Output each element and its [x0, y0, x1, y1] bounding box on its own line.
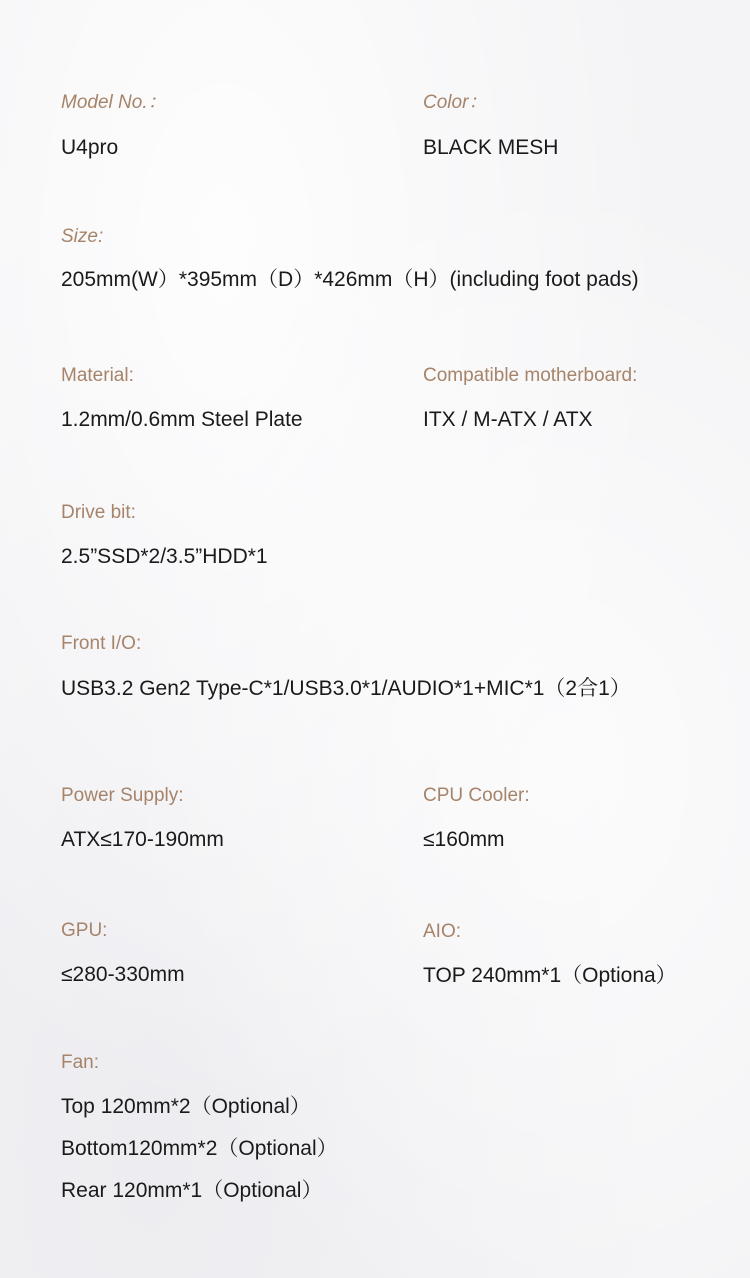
model-number-label: Model No.： — [61, 92, 167, 113]
size-label: Size: — [61, 226, 104, 247]
size-value: 205mm(W）*395mm（D）*426mm（H）(including foot pads) — [61, 268, 639, 291]
fan-label: Fan: — [61, 1052, 100, 1073]
power-supply-label: Power Supply: — [61, 785, 184, 806]
color-value: BLACK MESH — [423, 136, 559, 159]
color-label: Color： — [423, 92, 488, 113]
front-io-value: USB3.2 Gen2 Type-C*1/USB3.0*1/AUDIO*1+MIC*1（2合1） — [61, 677, 631, 700]
drive-bit-value: 2.5”SSD*2/3.5”HDD*1 — [61, 545, 268, 568]
fan-value-top: Top 120mm*2（Optional） — [61, 1095, 311, 1118]
aio-value: TOP 240mm*1（Optiona） — [423, 964, 677, 987]
front-io-label: Front I/O: — [61, 633, 142, 654]
motherboard-label: Compatible motherboard: — [423, 365, 638, 386]
gpu-label: GPU: — [61, 920, 108, 941]
material-label: Material: — [61, 365, 134, 386]
aio-label: AIO: — [423, 921, 462, 942]
drive-bit-label: Drive bit: — [61, 502, 136, 523]
material-value: 1.2mm/0.6mm Steel Plate — [61, 408, 303, 431]
fan-value-rear: Rear 120mm*1（Optional） — [61, 1179, 323, 1202]
gpu-value: ≤280-330mm — [61, 963, 185, 986]
model-number-value: U4pro — [61, 136, 119, 159]
motherboard-value: ITX / M-ATX / ATX — [423, 408, 593, 431]
cpu-cooler-value: ≤160mm — [423, 828, 505, 851]
power-supply-value: ATX≤170-190mm — [61, 828, 224, 851]
cpu-cooler-label: CPU Cooler: — [423, 785, 530, 806]
fan-value-bottom: Bottom120mm*2（Optional） — [61, 1137, 338, 1160]
